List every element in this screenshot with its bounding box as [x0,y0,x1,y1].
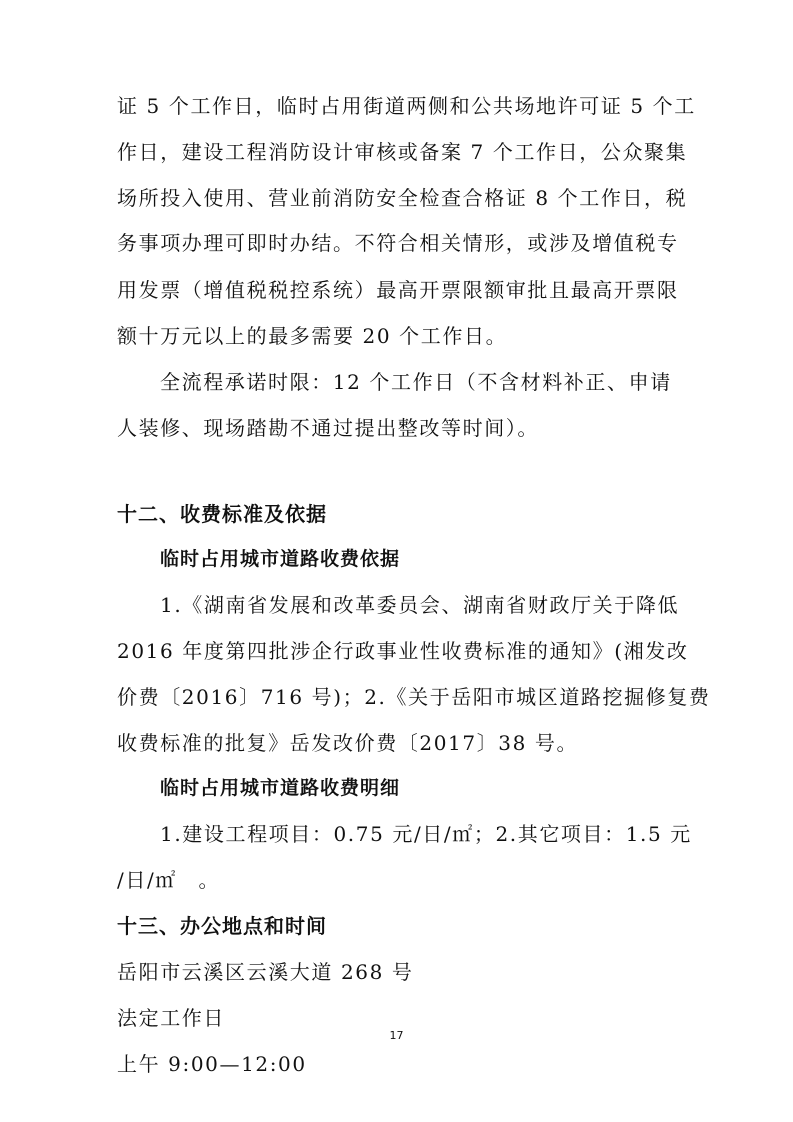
section-heading: 十三、办公地点和时间 [117,914,327,938]
office-workdays: 法定工作日 [117,1006,225,1030]
subsection-heading: 临时占用城市道路收费明细 [160,777,401,799]
text-line: 人装修、现场踏勘不通过提出整改等时间）。 [117,416,539,440]
text-line: 作日，建设工程消防设计审核或备案 7 个工作日，公众聚集 [117,140,688,164]
office-address: 岳阳市云溪区云溪大道 268 号 [117,960,414,984]
text-line: 用发票（增值税税控系统）最高开票限额审批且最高开票限 [117,278,679,302]
text-line: 证 5 个工作日，临时占用街道两侧和公共场地许可证 5 个工 [117,94,696,118]
text-line: 价费〔2016〕716 号)；2.《关于岳阳市城区道路挖掘修复费 [117,685,711,709]
text-line: 收费标准的批复》岳发改价费〔2017〕38 号。 [117,731,579,755]
text-line: 场所投入使用、营业前消防安全检查合格证 8 个工作日，税 [117,186,688,210]
text-line: 务事项办理可即时办结。不符合相关情形，或涉及增值税专 [117,231,679,255]
section-heading: 十二、收费标准及依据 [117,502,327,526]
text-line: 额十万元以上的最多需要 20 个工作日。 [117,324,508,348]
text-line: 1.建设工程项目：0.75 元/日/㎡；2.其它项目：1.5 元 [160,822,692,846]
text-line: 2016 年度第四批涉企行政事业性收费标准的通知》(湘发改 [117,639,689,663]
text-line: 1.《湖南省发展和改革委员会、湖南省财政厅关于降低 [160,593,680,617]
text-line: /日/㎡ 。 [117,868,221,892]
page-number: 17 [389,1029,404,1042]
text-line: 全流程承诺时限：12 个工作日（不含材料补正、申请 [160,370,672,394]
office-hours: 上午 9:00—12:00 [117,1052,307,1076]
subsection-heading: 临时占用城市道路收费依据 [160,548,401,570]
